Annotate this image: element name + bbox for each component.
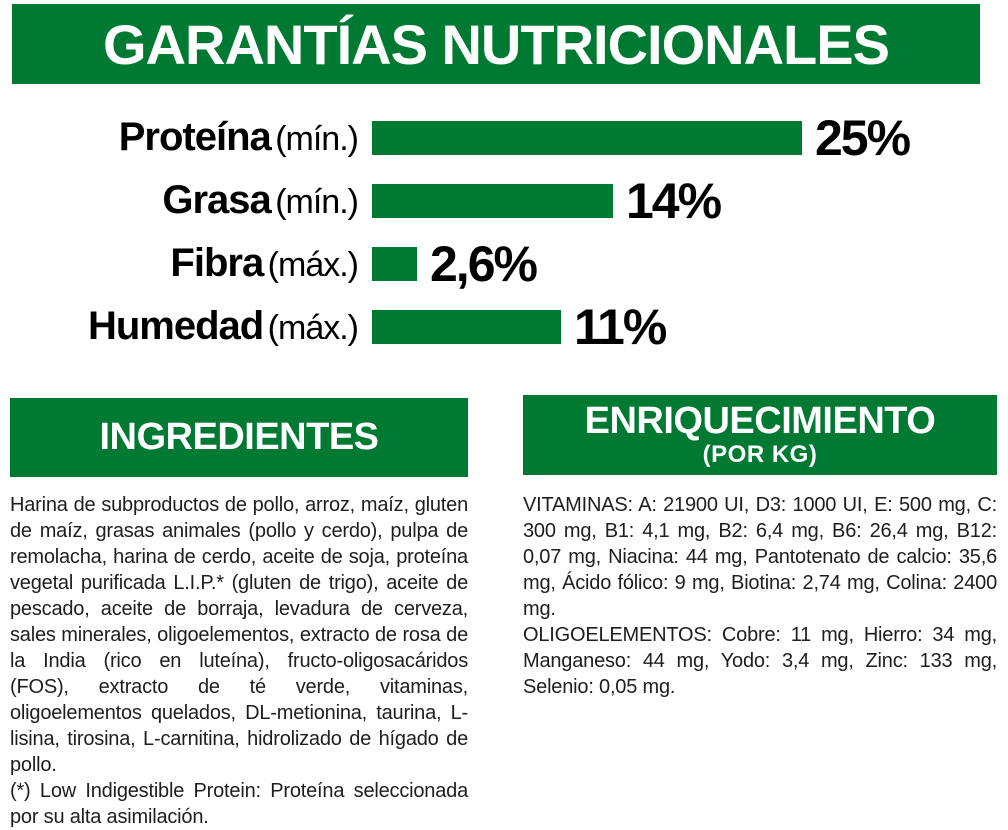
nutrient-qualifier: (máx.) [267, 246, 358, 284]
ingredients-title: INGREDIENTES [99, 415, 379, 458]
ingredients-text: Harina de subproductos de pollo, arroz, maíz, gluten de maíz, grasas animales (pollo y cerdo), pulpa de remolacha, harina de cerdo, aceite de soja, proteína vegetal purificada L.I.P.* (gluten de trigo), aceite de pescado, aceite de borraja, levadura de cerveza, sales minerales, oligoelementos, extracto de rosa de la India (rico en luteína), fructo-oligosacáridos (FOS), extracto de té verde, vitaminas, oligoelementos quelados, DL-metionina, taurina, L-lisina, tirosina, L-carnitina, hidrolizado de hígado de pollo. [10, 494, 468, 776]
nutrient-label [0, 241, 372, 286]
chart-row [0, 232, 1008, 295]
value-label: 14% [626, 172, 721, 229]
nutrient-name: Grasa [162, 178, 271, 222]
enrichment-banner [523, 395, 997, 475]
ingredients-banner [10, 398, 468, 477]
trace-elements-text: OLIGOELEMENTOS: Cobre: 11 mg, Hierro: 34 mg, Manganeso: 44 mg, Yodo: 3,4 mg, Zinc: 133 mg, Selenio: 0,05 mg. [523, 624, 997, 698]
enrichment-section [523, 395, 997, 700]
value-label: 25% [815, 109, 910, 166]
nutrient-label [0, 178, 372, 223]
value-bar [372, 247, 417, 281]
value-label: 2,6% [430, 235, 536, 292]
nutrient-label [0, 304, 372, 349]
chart-row [0, 295, 1008, 358]
ingredients-footnote: (*) Low Indigestible Protein: Proteína seleccionada por su alta asimilación. [10, 780, 468, 828]
enrichment-title: ENRIQUECIMIENTO [584, 400, 936, 443]
nutrient-qualifier: (mín.) [275, 183, 358, 221]
nutrient-qualifier: (mín.) [275, 120, 358, 158]
nutrient-label [0, 115, 372, 160]
ingredients-section [10, 398, 468, 830]
header-banner [12, 4, 980, 84]
vitamins-text: VITAMINAS: A: 21900 UI, D3: 1000 UI, E: 500 mg, C: 300 mg, B1: 4,1 mg, B2: 6,4 mg, B6: 26,4 mg, B12: 0,07 mg, Niacina: 44 mg, Pantotenato de calcio: 35,6 mg, Ácido fólico: 9 mg, Biotina: 2,74 mg, Colina: 2400 mg. [523, 494, 997, 620]
chart-rows [0, 106, 1008, 358]
nutrient-name: Humedad [87, 304, 264, 348]
nutrient-qualifier: (máx.) [267, 309, 358, 347]
enrichment-subtitle: (POR KG) [702, 441, 818, 469]
value-bar [372, 121, 802, 155]
nutrition-chart [0, 106, 1008, 358]
page-title: GARANTÍAS NUTRICIONALES [103, 12, 889, 76]
chart-row [0, 106, 1008, 169]
value-bar [372, 310, 561, 344]
nutrient-name: Fibra [170, 241, 264, 285]
chart-row [0, 169, 1008, 232]
nutrient-name: Proteína [118, 115, 271, 159]
value-bar [372, 184, 613, 218]
value-label: 11% [574, 298, 666, 355]
